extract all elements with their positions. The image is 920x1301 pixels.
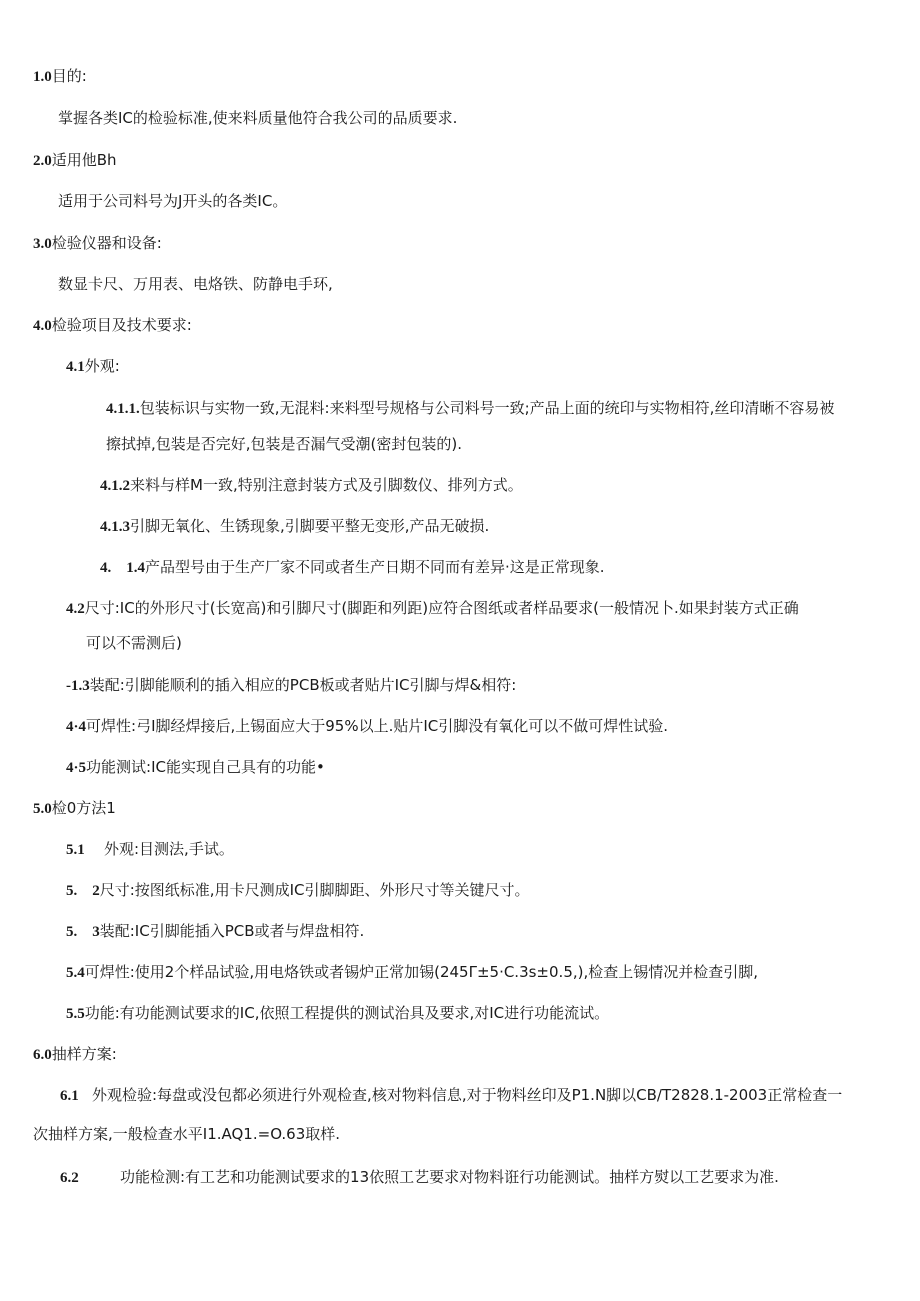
heading-5-0: 5.0检0方法1 — [33, 799, 116, 817]
item-4-2-line1: 4.2尺寸:IC的外形尺寸(长宽高)和引脚尺寸(脚距和列距)应符合图纸或者样品要求(一般情况卜.如果封装方式正确 — [66, 599, 799, 617]
heading-4-1: 4.1外观: — [66, 357, 120, 375]
heading-4-0: 4.0检验项目及技术要求: — [33, 316, 192, 334]
item-5-4: 5.4可焊性:使用2个样品试验,用电烙铁或者锡炉正常加锡(245Γ±5·C.3s±0.5,),检查上锡情况并检查引脚, — [66, 963, 759, 981]
item-4-1-1-line1: 4.1.1.包装标识与实物一致,无混料:来料型号规格与公司料号一致;产品上面的统印与实物相符,丝印清晰不容易被 — [106, 399, 835, 417]
heading-2-0: 2.0适用他Bh — [33, 151, 117, 169]
item-4-3: -1.3装配:引脚能顺利的插入相应的PCB板或者贴片IC引脚与焊&相符: — [66, 676, 517, 694]
item-6-1-line2: 次抽样方案,一般检查水平I1.AQ1.=O.63取样. — [33, 1125, 341, 1143]
para-2-0: 适用于公司料号为J开头的各类IC。 — [58, 192, 288, 210]
item-4-2-line2: 可以不需测后) — [86, 634, 182, 652]
item-6-1-line1: 6.1 外观检验:每盘或没包都必须进行外观检查,核对物料信息,对于物料丝印及P1.N脚以CB/T2828.1-2003正常检查一 — [60, 1086, 843, 1104]
heading-1-0: 1.0目的: — [33, 67, 87, 85]
item-5-3: 5. 3装配:IC引脚能插入PCB或者与焊盘相符. — [66, 922, 365, 940]
item-4-1-2: 4.1.2来料与样M一致,特别注意封装方式及引脚数仪、排列方式。 — [100, 476, 523, 494]
item-4-1-4: 4. 1.4产品型号由于生产厂家不同或者生产日期不同而有差异·这是正常现象. — [100, 558, 605, 576]
item-4-1-1-line2: 擦拭掉,包装是否完好,包装是否漏气受潮(密封包装的). — [106, 435, 463, 453]
item-5-5: 5.5功能:有功能测试要求的IC,依照工程提供的测试治具及要求,对IC进行功能流试。 — [66, 1004, 610, 1022]
item-5-1: 5.1 外观:目测法,手试。 — [66, 840, 234, 858]
para-3-0: 数显卡尺、万用表、电烙铁、防静电手环, — [58, 275, 333, 293]
item-5-2: 5. 2尺寸:按图纸标准,用卡尺测成IC引脚脚距、外形尺寸等关键尺寸。 — [66, 881, 530, 899]
para-1-0: 掌握各类IC的检验标准,使来料质量他符合我公司的品质要求. — [58, 109, 458, 127]
item-6-2: 6.2 功能检测:有工艺和功能测试要求的13依照工艺要求对物料诳行功能测试。抽样方熨以工艺要求为准. — [60, 1168, 779, 1186]
item-4-1-3: 4.1.3引脚无氧化、生锈现象,引脚要平整无变形,产品无破损. — [100, 517, 490, 535]
item-4-4: 4·4可焊性:弓I脚经焊接后,上锡面应大于95%以上.贴片IC引脚没有氧化可以不做可焊性试验. — [66, 717, 669, 735]
item-4-5: 4·5功能测试:IC能实现自己具有的功能• — [66, 758, 325, 776]
heading-3-0: 3.0检验仪器和设备: — [33, 234, 162, 252]
heading-6-0: 6.0抽样方案: — [33, 1045, 117, 1063]
